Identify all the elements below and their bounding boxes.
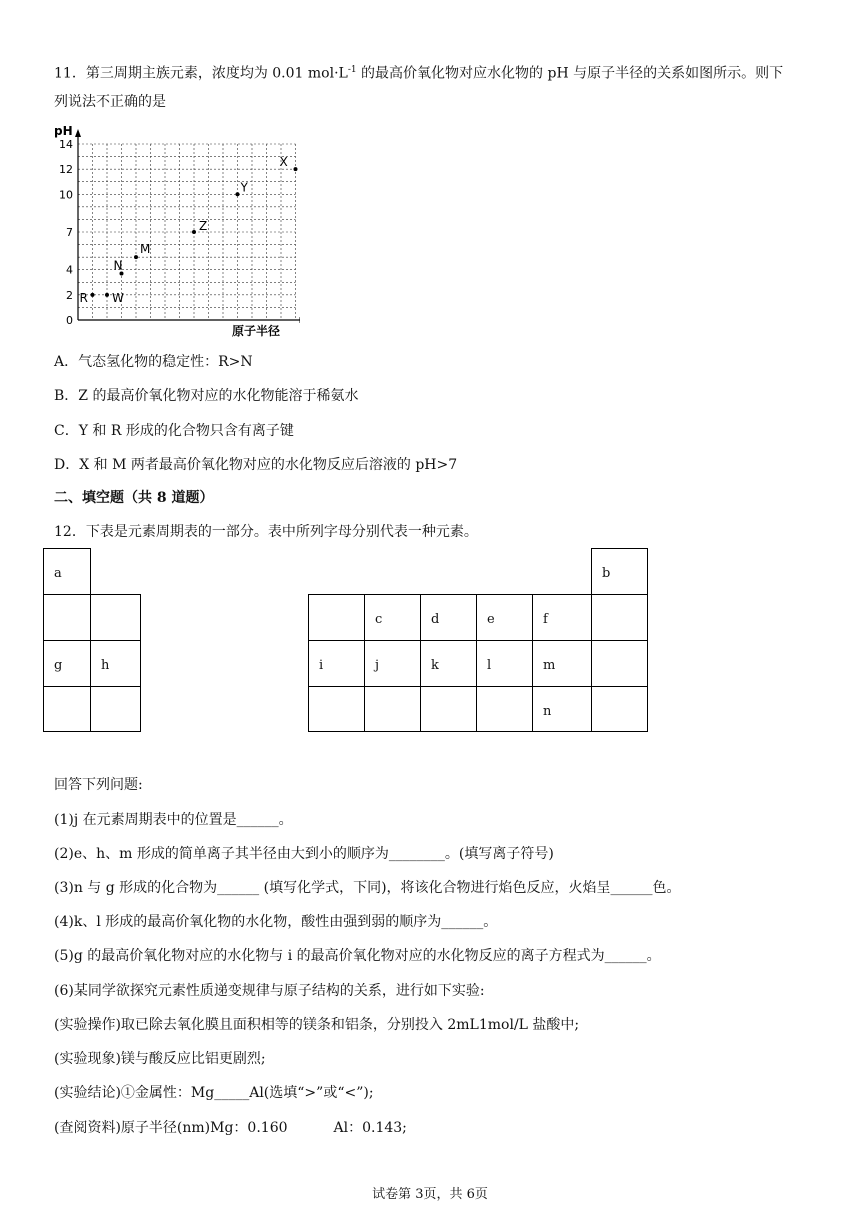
y-axis-label: pH [54,125,73,138]
y-tick-label: 0 [66,314,73,327]
y-axis-arrow [75,129,81,137]
point-label-R: R [79,290,88,305]
cell-d: d [420,594,477,641]
chart-points [80,155,298,305]
page-footer: 试卷第 3页，共 6页 [372,1187,488,1202]
point-label-Z: Z [199,219,208,233]
q12-lookup-mg: (查阅资料)原子半径(nm)Mg：0.160 [54,1120,288,1136]
point-M [134,255,138,259]
y-tick-label: 12 [59,163,73,177]
q12-lookup-al: Al：0.143; [333,1120,407,1136]
cell-r2c18 [591,594,648,641]
cell-l: l [476,640,533,687]
cell-r4c2 [90,686,141,732]
y-tick-label: 4 [66,263,73,277]
cell-h: h [90,640,141,687]
cell-r2c1 [43,594,91,641]
cell-r4c13 [308,686,365,732]
y-tick-label: 10 [59,188,73,202]
q12-prompt: 回答下列问题: [54,777,143,793]
q11-stem-line1: 11．第三周期主族元素，浓度均为 0.01 $mol\cdot L^{-1}$ 的最高价氧化物对应水化物的 pH 与原子半径的关系如图所示。则下 [54,65,784,82]
q12-item-1: (1)j 在元素周期表中的位置是______。 [54,812,293,828]
q12-item-6: (6)某同学欲探究元素性质递变规律与原子结构的关系，进行如下实验: [54,983,485,999]
q12-experiment-conclusion: (实验结论)①金属性：Mg_____Al(选填“>”或“<”); [54,1085,374,1101]
point-R [91,293,95,297]
point-X [294,167,298,171]
y-tick-label: 2 [66,288,73,302]
x-axis-label: 原子半径 [232,324,281,338]
q11-stem-line2: 列说法不正确的是 [54,94,166,110]
cell-r2c2 [90,594,141,641]
chart-ticks [59,138,73,327]
cell-k: k [420,640,477,687]
cell-b: b [591,548,648,595]
point-label-N: N [113,258,123,273]
periodic-table [43,548,648,732]
chart-grid [78,144,296,320]
ph-radius-chart [50,125,300,340]
q12-experiment-operation: (实验操作)取已除去氧化膜且面积相等的镁条和铝条，分别投入 2mL1mol/L 盐酸中; [54,1017,580,1033]
cell-r4c1 [43,686,91,732]
x-axis-arrow [300,317,301,323]
point-label-M: M [140,242,151,257]
q11-option-a: A．气态氢化物的稳定性：R>N [54,354,253,370]
q12-intro: 12．下表是元素周期表的一部分。表中所列字母分别代表一种元素。 [54,524,478,540]
q12-item-2: (2)e、h、m 形成的简单离子其半径由大到小的顺序为________。(填写离子符号) [54,846,554,862]
section-title: 二、填空题（共 8 道题） [54,490,214,506]
cell-r2c13 [308,594,365,641]
q11-option-c: C．Y 和 R 形成的化合物只含有离子键 [54,423,294,439]
y-tick-label: 14 [59,138,73,151]
point-label-X: X [279,155,288,170]
q12-experiment-phenomenon: (实验现象)镁与酸反应比铝更剧烈; [54,1051,266,1067]
cell-c: c [364,594,421,641]
cell-f: f [532,594,592,641]
cell-n: n [532,686,592,732]
cell-r4c14 [364,686,421,732]
y-tick-label: 7 [66,226,73,239]
cell-e: e [476,594,533,641]
q12-lookup [54,1118,407,1138]
cell-g: g [43,640,91,687]
cell-r4c18 [591,686,648,732]
cell-r3c18 [591,640,648,687]
cell-r4c15 [420,686,477,732]
point-label-Y: Y [240,180,248,195]
cell-m: m [532,640,592,687]
cell-r4c16 [476,686,533,732]
point-Z [192,230,196,234]
q11-option-b: B．Z 的最高价氧化物对应的水化物能溶于稀氨水 [54,388,359,404]
point-Y [236,192,240,196]
q12-item-3: (3)n 与 g 形成的化合物为______ (填写化学式，下同)，将该化合物进行焰色反应，火焰呈______色。 [54,880,681,896]
q12-item-4: (4)k、l 形成的最高价氧化物的水化物，酸性由强到弱的顺序为______。 [54,914,498,930]
cell-a: a [43,548,91,595]
cell-j: j [364,640,421,687]
point-W [105,293,109,297]
q11-option-d: D．X 和 M 两者最高价氧化物对应的水化物反应后溶液的 pH>7 [54,457,458,473]
cell-i: i [308,640,365,687]
q12-item-5: (5)g 的最高价氧化物对应的水化物与 i 的最高价氧化物对应的水化物反应的离子方程式为______。 [54,948,661,964]
point-label-W: W [112,290,124,305]
